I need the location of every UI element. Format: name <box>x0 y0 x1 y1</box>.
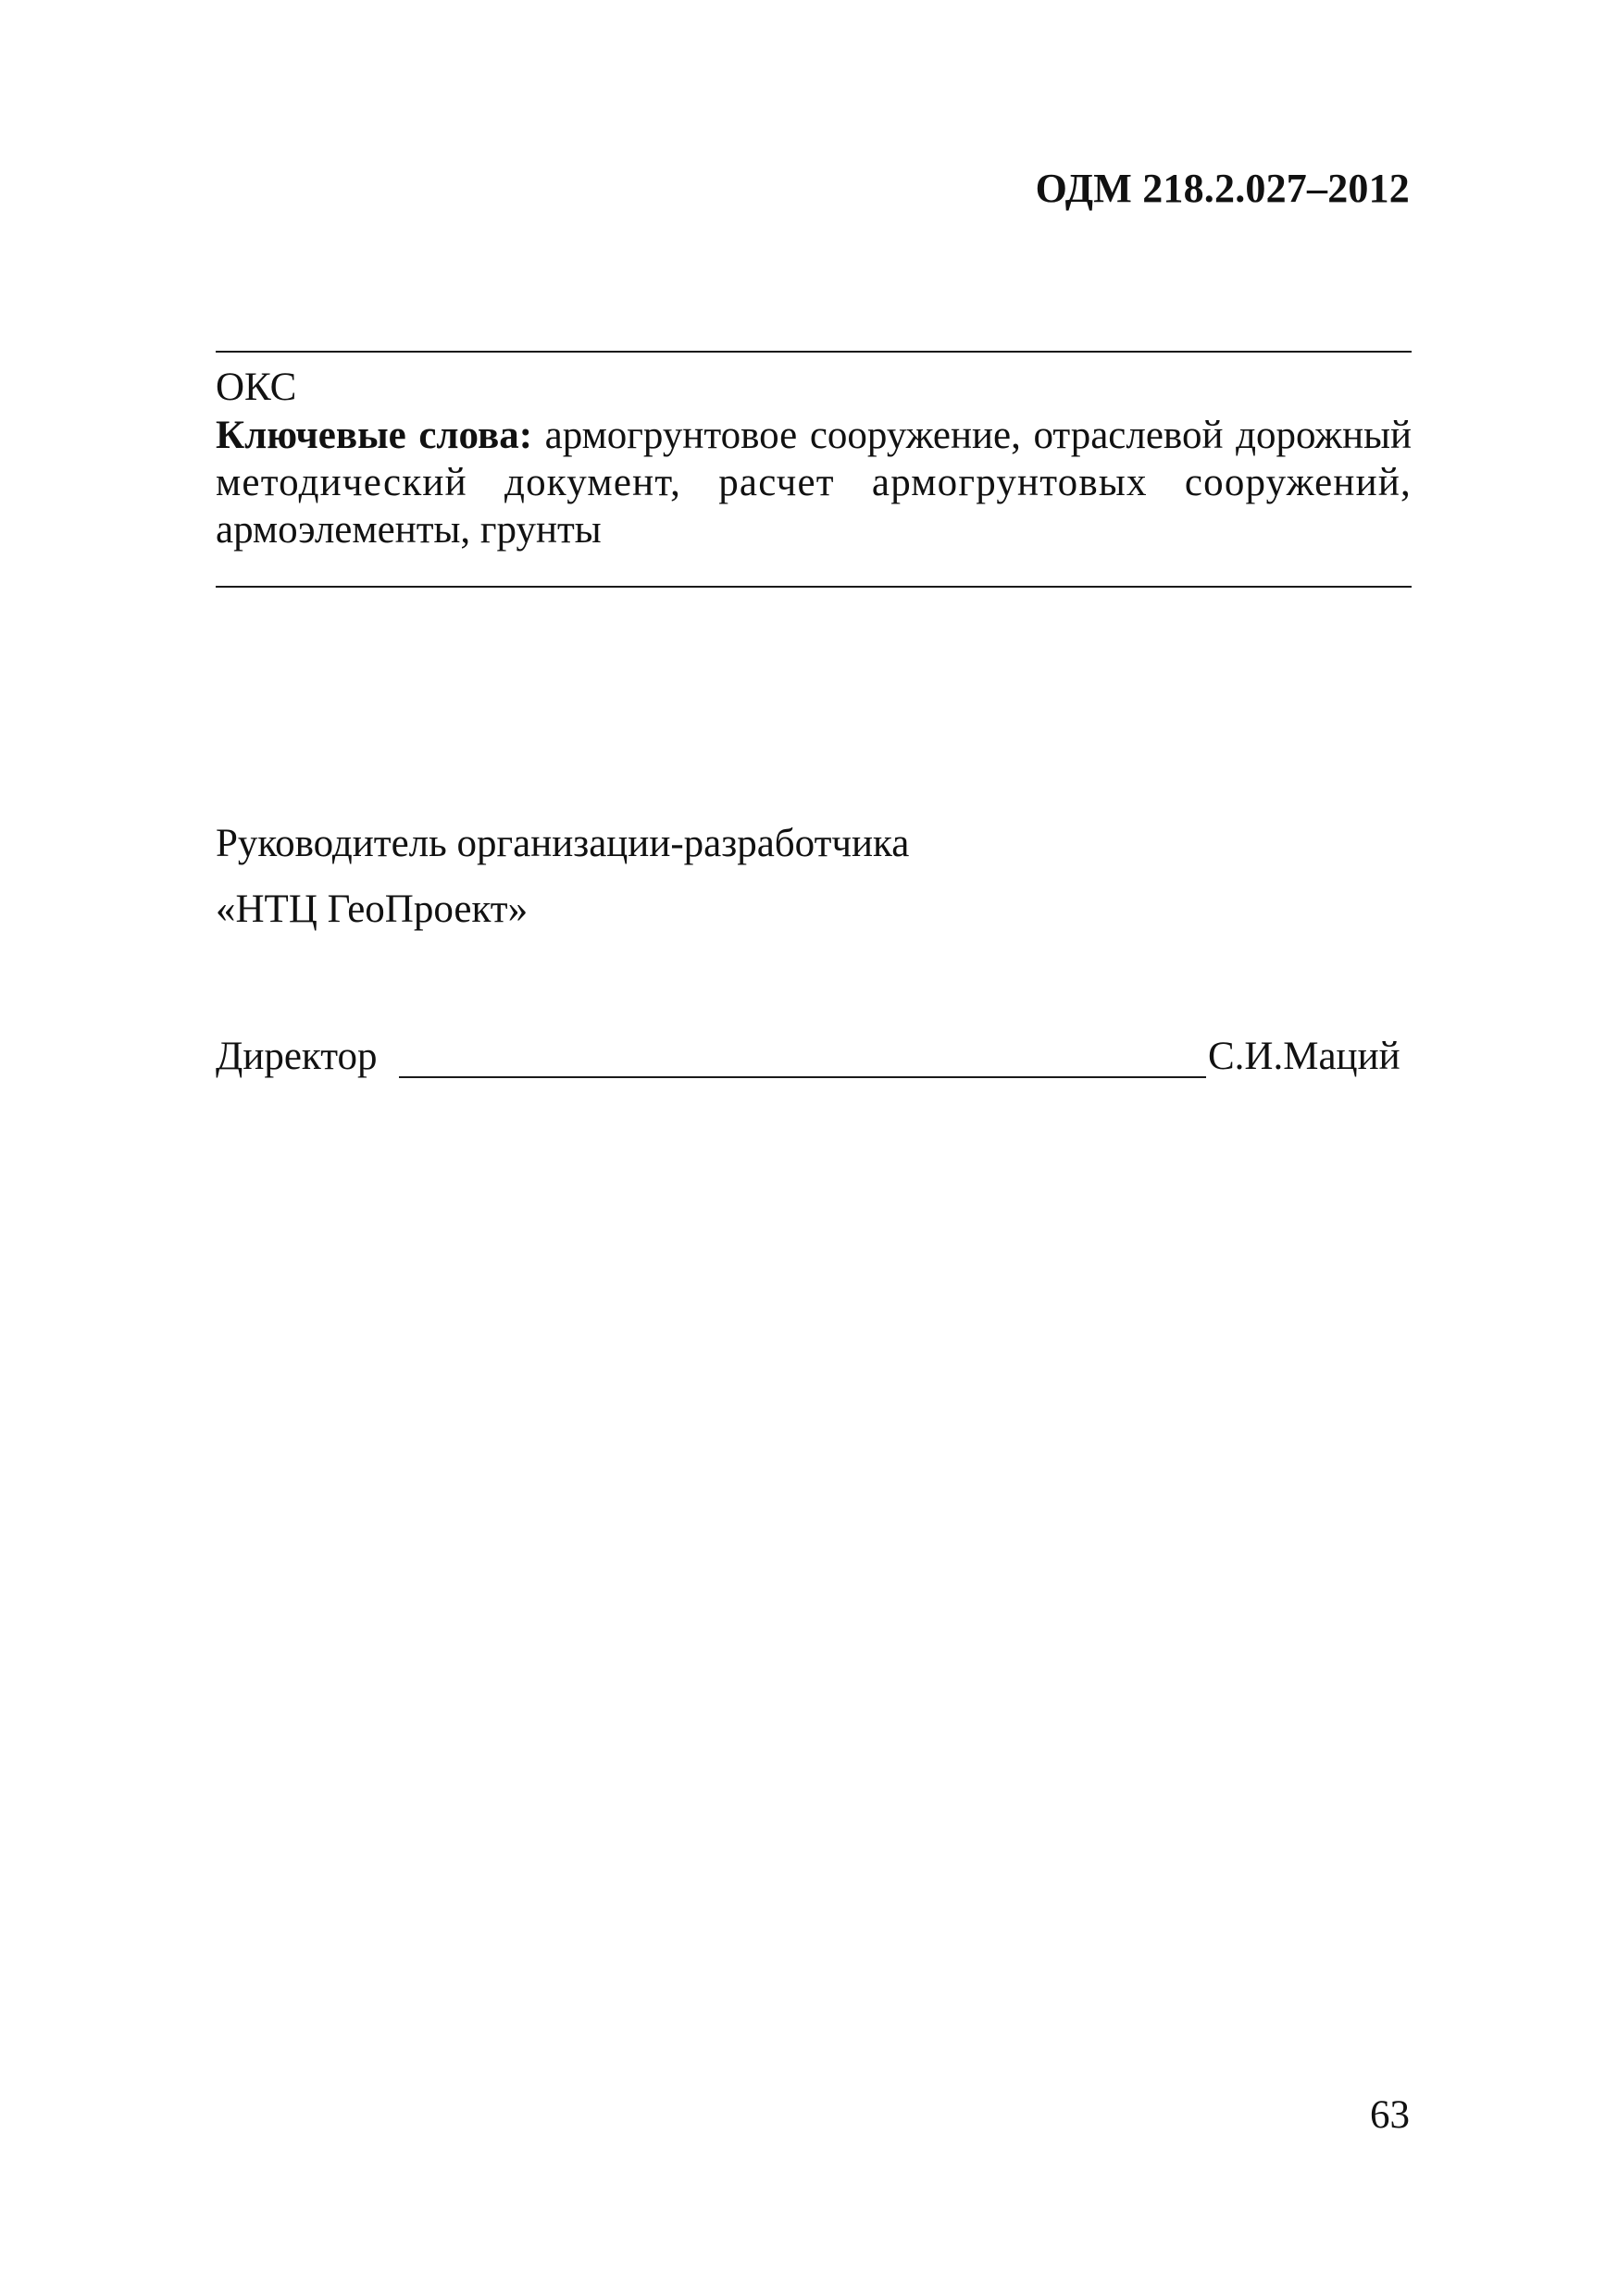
keywords-line-2: методический документ, расчет армогрунтовых сооружений, <box>216 461 1412 504</box>
developer-title: Руководитель организации-разработчика <box>216 822 910 865</box>
developer-organization: «НТЦ ГеоПроект» <box>216 887 529 931</box>
oks-label: ОКС <box>216 366 297 409</box>
signature-name: С.И.Маций <box>1208 1035 1400 1078</box>
bottom-divider <box>216 586 1412 588</box>
signature-role: Директор <box>216 1035 378 1078</box>
keywords-text-1: армогрунтовое сооружение, отраслевой дорожный <box>532 414 1412 457</box>
keywords-line-1 <box>216 412 1412 459</box>
keywords-block <box>216 412 1412 553</box>
document-code: ОДМ 218.2.027–2012 <box>1035 166 1410 211</box>
keywords-label: Ключевые слова: <box>216 414 533 457</box>
signature-line <box>399 1076 1206 1078</box>
signature-row <box>216 1033 1410 1088</box>
top-divider <box>216 351 1412 353</box>
page-number: 63 <box>1370 2093 1410 2137</box>
keywords-line-3: армоэлементы, грунты <box>216 508 602 552</box>
